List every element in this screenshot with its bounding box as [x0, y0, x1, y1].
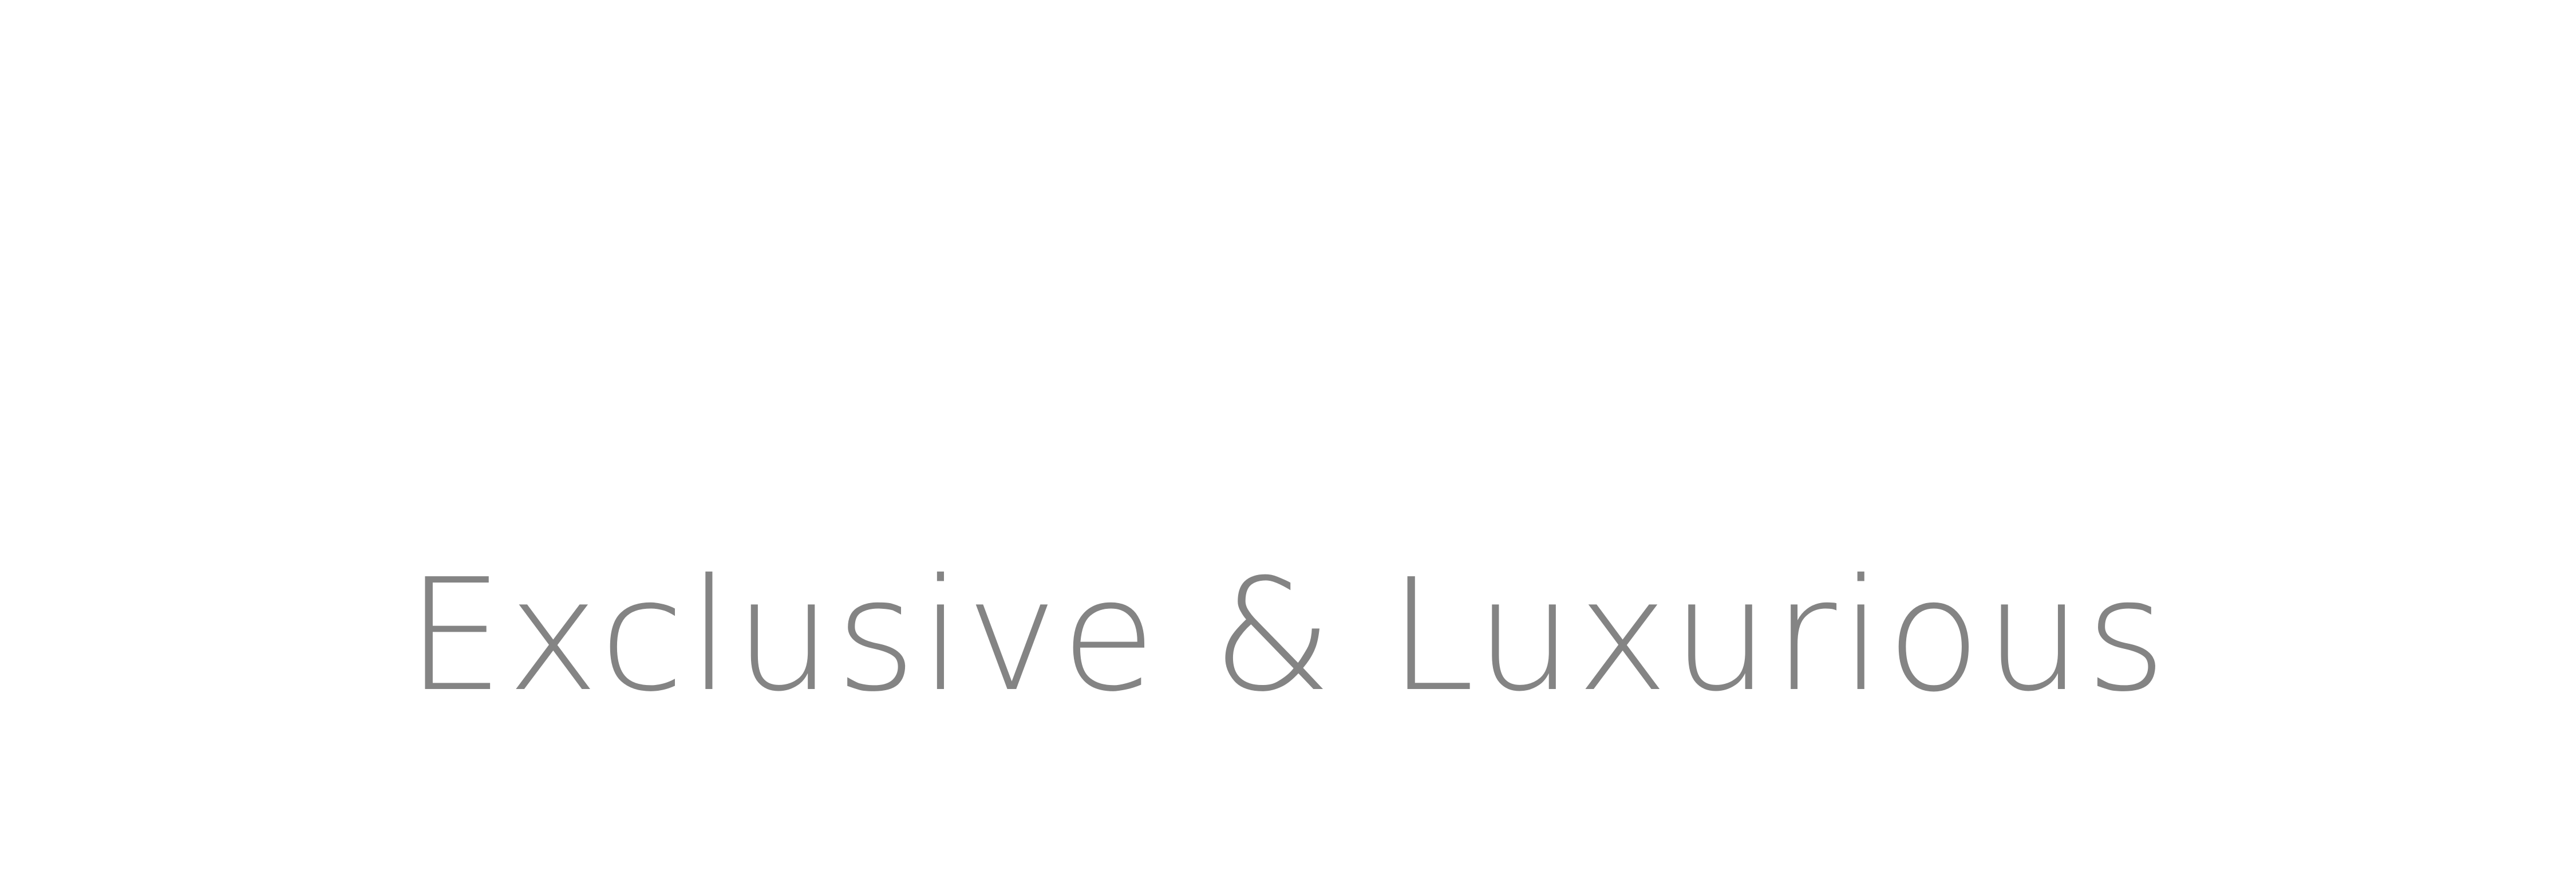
tagline-text: Exclusive & Luxurious — [406, 545, 2170, 726]
